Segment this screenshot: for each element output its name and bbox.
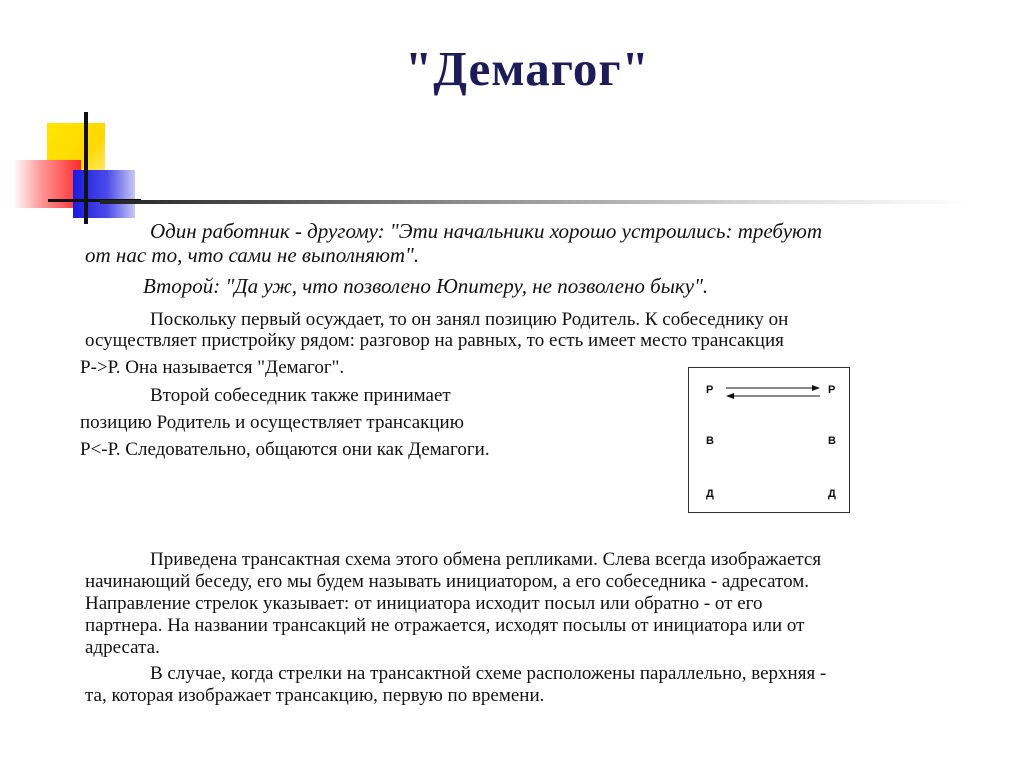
arrow-right-head <box>812 385 820 391</box>
para2-line1: Второй собеседник также принимает <box>150 385 451 406</box>
para2-line2: позицию Родитель и осуществляет трансакцию <box>80 412 464 433</box>
dialogue-line-2: Второй: "Да уж, что позволено Юпитеру, не позволено быку". <box>143 274 709 298</box>
slide-title: "Демагог" <box>405 41 650 96</box>
diagram-right-child: Д <box>828 488 836 500</box>
para3-line4: партнера. На названии трансакций не отражается, исходят посылы от инициатора или от <box>85 615 805 636</box>
transaction-diagram <box>688 367 850 513</box>
para4-line1: В случае, когда стрелки на трансактной схеме расположены параллельно, верхняя - <box>150 663 827 684</box>
para2-line3: Р<-Р. Следовательно, общаются они как Демагоги. <box>80 439 490 460</box>
diagram-left-parent: Р <box>706 384 714 396</box>
diagram-arrows <box>689 368 849 512</box>
title-rule <box>100 200 970 204</box>
diagram-left-child: Д <box>706 488 714 500</box>
blue-gradient-block <box>73 170 135 218</box>
vertical-black-line <box>84 112 88 224</box>
para3-line2: начинающий беседу, его мы будем называть инициатором, а его собеседника - адресатом. <box>85 571 809 592</box>
para3-line5: адресата. <box>85 637 160 658</box>
para1-line2: осуществляет пристройку рядом: разговор на равных, то есть имеет место трансакция <box>85 330 784 351</box>
para4-line2: та, которая изображает трансакцию, первую по времени. <box>85 685 545 706</box>
para3-line3: Направление стрелок указывает: от инициатора исходит посыл или обратно - от его <box>85 593 763 614</box>
decorative-squares <box>0 0 240 240</box>
dialogue-line-1a: Один работник - другому: "Эти начальники хорошо устроились: требуют <box>150 219 823 243</box>
para1-line1: Поскольку первый осуждает, то он занял позицию Родитель. К собеседнику он <box>150 309 789 330</box>
dialogue-line-1b: от нас то, что сами не выполняют". <box>85 243 420 267</box>
diagram-right-adult: В <box>828 435 836 447</box>
arrow-left-head <box>726 393 734 399</box>
para1-line3: Р->Р. Она называется "Демагог". <box>80 357 345 378</box>
diagram-left-adult: В <box>706 435 714 447</box>
diagram-right-parent: Р <box>828 384 836 396</box>
para3-line1: Приведена трансактная схема этого обмена репликами. Слева всегда изображается <box>150 549 822 570</box>
